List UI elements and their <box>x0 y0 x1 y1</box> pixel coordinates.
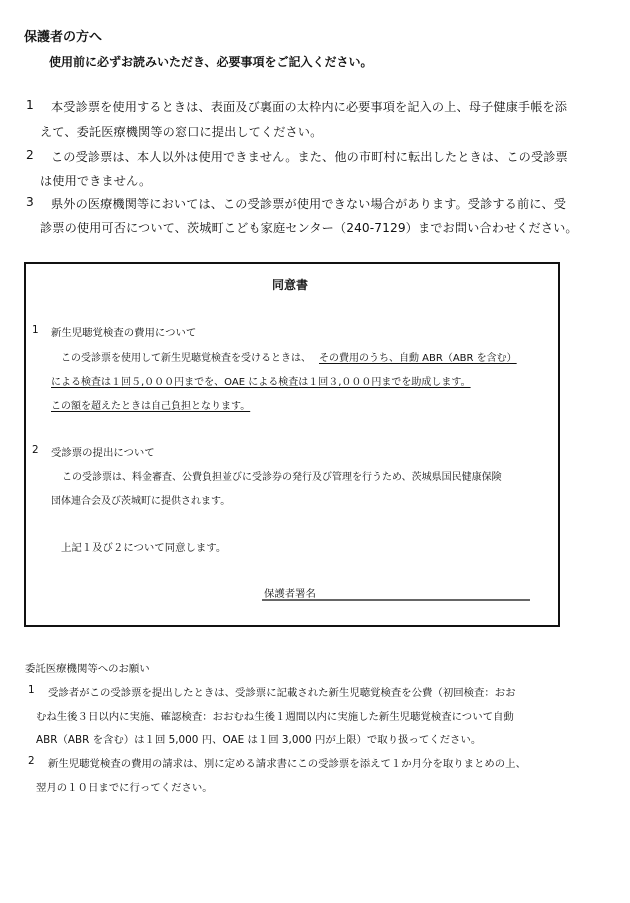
institutions-title: 委託医療機関等へのお願い <box>25 663 150 675</box>
note-number: 1 <box>26 98 34 112</box>
page-subtitle: 使用前に必ずお読みいただき、必要事項をご記入ください。 <box>49 55 373 69</box>
consent-text: この受診票は、料金審査、公費負担並びに受診券の発行及び管理を行うため、茨城県国民健康保険 <box>62 472 502 483</box>
consent-text-underlined: その費用のうち、自動 ABR（ABR を含む） <box>319 353 517 364</box>
consent-text-plain: この受診票を使用して新生児聴覚検査を受けるときは、 <box>61 353 311 364</box>
note-text: 県外の医療機関等においては、この受診票が使用できない場合があります。受診する前に、受 <box>51 197 567 211</box>
consent-agree-text: 上記１及び２について同意します。 <box>61 542 227 554</box>
consent-section-heading: 受診票の提出について <box>51 447 155 459</box>
consent-text: 団体連合会及び茨城町に提供されます。 <box>51 496 231 507</box>
consent-section-number: 2 <box>32 444 39 456</box>
note-text: えて、委託医療機関等の窓口に提出してください。 <box>40 125 323 139</box>
page-title: 保護者の方へ <box>24 30 103 45</box>
note-number: 3 <box>26 195 34 209</box>
institution-item-text: 翌月の１０日までに行ってください。 <box>36 782 213 794</box>
note-text: は使用できません。 <box>40 174 152 188</box>
consent-text-underlined: による検査は１回５,０００円までを、OAE による検査は１回３,０００円までを助成します。 <box>51 377 471 388</box>
consent-title: 同意書 <box>272 278 309 292</box>
consent-section-number: 1 <box>32 324 39 336</box>
institution-item-number: 1 <box>28 684 35 696</box>
institution-item-text: ABR（ABR を含む）は１回 5,000 円、OAE は１回 3,000 円が上限）で取り扱ってください。 <box>36 734 482 746</box>
consent-section-heading: 新生児聴覚検査の費用について <box>51 327 197 339</box>
institution-item-text: むね生後３日以内に実施、確認検査：おおむね生後１週間以内に実施した新生児聴覚検査について自動 <box>36 711 514 723</box>
note-number: 2 <box>26 148 34 162</box>
consent-text <box>61 349 517 364</box>
institution-item-text: 受診者がこの受診票を提出したときは、受診票に記載された新生児聴覚検査を公費（初回検査：おお <box>48 687 516 699</box>
institution-item-text: 新生児聴覚検査の費用の請求は、別に定める請求書にこの受診票を添えて１か月分を取りまとめの上、 <box>48 758 526 770</box>
note-text: 本受診票を使用するときは、表面及び裏面の太枠内に必要事項を記入の上、母子健康手帳を添 <box>51 100 568 114</box>
note-text: この受診票は、本人以外は使用できません。また、他の市町村に転出したときは、この受診票 <box>51 150 568 164</box>
signature-line[interactable] <box>262 599 530 601</box>
note-text: 診票の使用可否について、茨城町こども家庭センター（240-7129）までお問い合わせください。 <box>40 221 578 235</box>
institution-item-number: 2 <box>28 755 35 767</box>
signature-label: 保護者署名 <box>264 588 316 600</box>
consent-text-underlined: この額を超えたときは自己負担となります。 <box>51 401 251 412</box>
